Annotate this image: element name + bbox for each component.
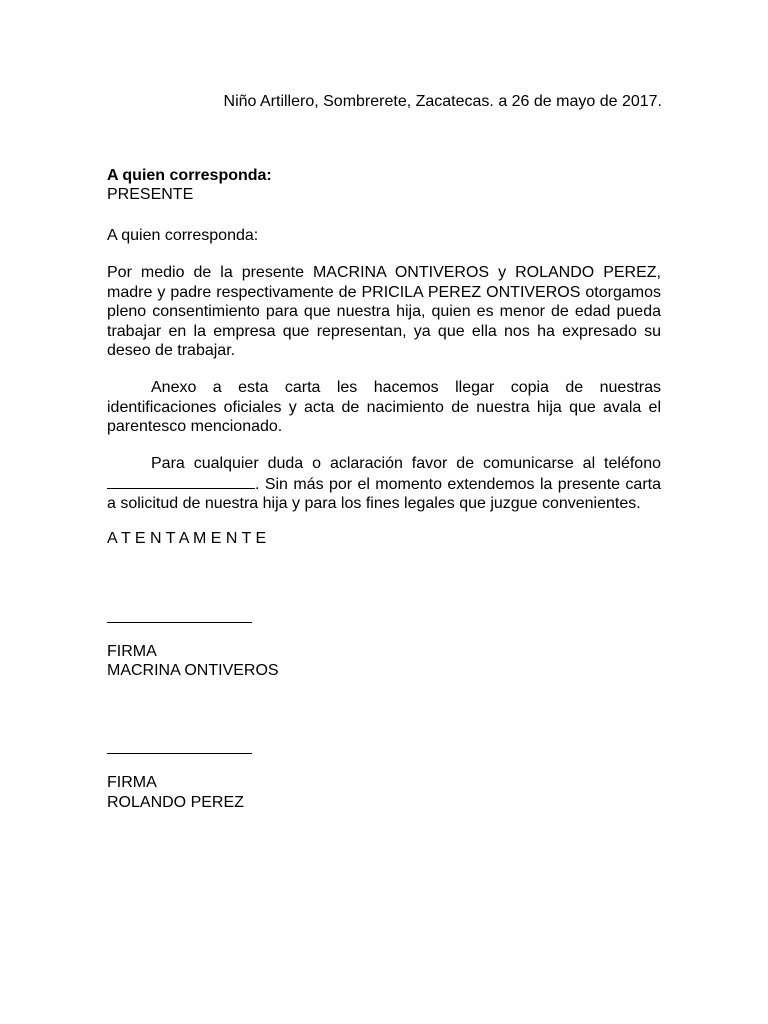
- paragraph-contact-lead: Para cualquier duda o aclaración favor de comunicarse al teléfono: [151, 455, 661, 472]
- signature-line-1: [107, 622, 252, 623]
- paragraph-attachments: Anexo a esta carta les hacemos llegar copia de nuestras identificaciones oficiales y acta de nacimiento de nuestra hija que avala el parentesco mencionado.: [107, 379, 661, 435]
- signature-role-2: FIRMA: [107, 774, 157, 791]
- paragraph-contact: [107, 454, 661, 514]
- signature-line-2: [107, 753, 252, 754]
- paragraph-contact-tail: . Sin más por el momento extendemos la presente carta a solicitud de nuestra hija y para los fines legales que juzgue convenientes.: [107, 475, 661, 512]
- signature-role-1: FIRMA: [107, 643, 157, 660]
- paragraph-consent: Por medio de la presente MACRINA ONTIVEROS y ROLANDO PEREZ, madre y padre respectivamente de PRICILA PEREZ ONTIVEROS otorgamos pleno consentimiento para que nuestra hija, quien es menor de edad pueda trabajar en la empresa que representan, ya que ella nos ha expresado su deseo de trabajar.: [107, 264, 661, 359]
- presente-line: PRESENTE: [107, 186, 194, 203]
- place-date: Niño Artillero, Sombrerete, Zacatecas. a 26 de mayo de 2017.: [223, 93, 662, 110]
- signature-name-2: ROLANDO PEREZ: [107, 794, 244, 811]
- greeting-line: A quien corresponda:: [107, 227, 259, 244]
- closing-atentamente: A T E N T A M E N T E: [107, 530, 267, 547]
- salutation-heading: A quien corresponda:: [107, 167, 272, 184]
- signature-name-1: MACRINA ONTIVEROS: [107, 662, 279, 679]
- phone-blank-line: [107, 474, 255, 489]
